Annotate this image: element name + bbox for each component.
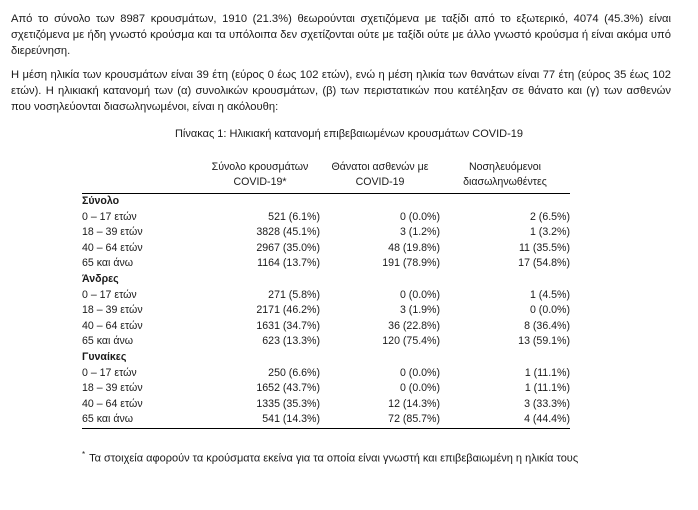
age-cell: 65 και άνω [82, 257, 134, 270]
deaths-cell: 48 (19.8%) [388, 241, 440, 254]
table-row [82, 366, 570, 382]
age-cell: 0 – 17 ετών [82, 288, 137, 301]
age-cell: 40 – 64 ετών [82, 241, 143, 254]
age-cell: 18 – 39 ετών [82, 304, 143, 317]
table-row [82, 334, 570, 350]
total-cell: 1631 (34.7%) [256, 319, 320, 332]
age-cell: 0 – 17 ετών [82, 366, 137, 379]
deaths-cell: 0 (0.0%) [399, 382, 440, 395]
age-paragraph: Η μέση ηλικία των κρουσμάτων είναι 39 έτη (εύρος 0 έως 102 ετών), ενώ η μέση ηλικία των θανάτων είναι 77 έτη (εύρος 35 έως 102 ετών). Η ηλικιακή κατανομή των (α) συνολικών κρουσμάτων, (β) των περιστατικών που κατέληξαν σε θάνατο και (γ) των ασθενών που νοσηλεύονται διασωληνωμένοι, είναι η ακόλουθη: [11, 69, 671, 113]
group-row-women [82, 350, 570, 366]
table-row [82, 319, 570, 335]
icu-cell: 1 (11.1%) [524, 382, 570, 395]
total-cell: 2967 (35.0%) [256, 241, 320, 254]
age-cell: 18 – 39 ετών [82, 382, 143, 395]
table-row [82, 210, 570, 226]
total-cell: 271 (5.8%) [268, 288, 320, 301]
intro-paragraph: Από το σύνολο των 8987 κρουσμάτων, 1910 (21.3%) θεωρούνται σχετιζόμενα με ταξίδι από το εξωτερικό, 4074 (45.3%) είναι σχετιζόμενα με ήδη γνωστό κρούσμα και τα υπόλοιπα δεν σχετίζονται ούτε με ταξίδι ούτε με άλλο γνωστό κρούσμα ή είναι ακόμα υπό διερεύνηση. [11, 13, 671, 57]
age-distribution-table [82, 160, 570, 429]
total-cell: 250 (6.6%) [268, 366, 320, 379]
total-cell: 2171 (46.2%) [256, 304, 320, 317]
footnote-marker: * [82, 450, 86, 459]
group-label: Άνδρες [82, 272, 119, 285]
age-cell: 65 και άνω [82, 335, 134, 348]
deaths-cell: 3 (1.2%) [399, 226, 440, 239]
table-footnote [82, 450, 578, 465]
deaths-cell: 12 (14.3%) [388, 397, 440, 410]
header-total-line1: Σύνολο κρουσμάτων [211, 161, 309, 173]
deaths-cell: 0 (0.0%) [399, 210, 440, 223]
age-cell: 65 και άνω [82, 412, 200, 428]
age-cell: 0 – 17 ετών [82, 210, 137, 223]
table-row [82, 397, 570, 413]
header-deaths [320, 160, 440, 194]
total-cell: 521 (6.1%) [268, 210, 320, 223]
icu-cell: 1 (11.1%) [524, 366, 570, 379]
group-label: Σύνολο [82, 195, 120, 207]
table-row [82, 303, 570, 319]
deaths-cell: 120 (75.4%) [382, 335, 440, 348]
age-cell: 18 – 39 ετών [82, 226, 143, 239]
table-caption: Πίνακας 1: Ηλικιακή κατανομή επιβεβαιωμένων κρουσμάτων COVID-19 [174, 128, 524, 140]
total-cell: 1335 (35.3%) [256, 397, 320, 410]
table-row [82, 412, 570, 428]
header-total-line2: COVID-19* [233, 176, 287, 188]
header-deaths-line1: Θάνατοι ασθενών με [331, 161, 429, 173]
total-cell: 1652 (43.7%) [256, 382, 320, 395]
age-cell: 40 – 64 ετών [82, 319, 143, 332]
total-cell: 541 (14.3%) [200, 412, 320, 428]
icu-cell: 3 (33.3%) [524, 397, 570, 410]
table-header-row [82, 160, 570, 194]
total-cell: 3828 (45.1%) [256, 226, 320, 239]
total-cell: 623 (13.3%) [262, 335, 320, 348]
icu-cell: 1 (3.2%) [529, 226, 570, 239]
deaths-cell: 72 (85.7%) [320, 412, 440, 428]
deaths-cell: 191 (78.9%) [382, 257, 440, 270]
icu-cell: 11 (35.5%) [518, 241, 570, 254]
icu-cell: 1 (4.5%) [529, 288, 570, 301]
icu-cell: 2 (6.5%) [529, 210, 570, 223]
footnote-text: Τα στοιχεία αφορούν τα κρούσματα εκείνα για τα οποία είναι γνωστή και επιβεβαιωμένη η ηλικία τους [89, 452, 579, 465]
header-total-cases [200, 160, 320, 194]
deaths-cell: 36 (22.8%) [388, 319, 440, 332]
deaths-cell: 3 (1.9%) [399, 304, 440, 317]
icu-cell: 0 (0.0%) [529, 304, 570, 317]
table-row [82, 381, 570, 397]
table-row [82, 241, 570, 257]
icu-cell: 8 (36.4%) [524, 319, 570, 332]
group-row-total [82, 194, 570, 210]
header-intubated [440, 160, 570, 194]
group-row-men [82, 272, 570, 288]
icu-cell: 4 (44.4%) [440, 412, 570, 428]
total-cell: 1164 (13.7%) [257, 257, 320, 270]
header-deaths-line2: COVID-19 [355, 176, 405, 188]
header-icu-line2: διασωληνωθέντες [463, 176, 547, 188]
header-icu-line1: Νοσηλευόμενοι [468, 161, 542, 173]
table-row [82, 288, 570, 304]
table-row [82, 225, 570, 241]
icu-cell: 13 (59.1%) [518, 335, 570, 348]
icu-cell: 17 (54.8%) [518, 257, 570, 270]
age-cell: 40 – 64 ετών [82, 397, 143, 410]
group-label: Γυναίκες [82, 350, 127, 363]
deaths-cell: 0 (0.0%) [399, 366, 440, 379]
deaths-cell: 0 (0.0%) [399, 288, 440, 301]
table-row [82, 256, 570, 272]
header-empty [82, 160, 200, 194]
